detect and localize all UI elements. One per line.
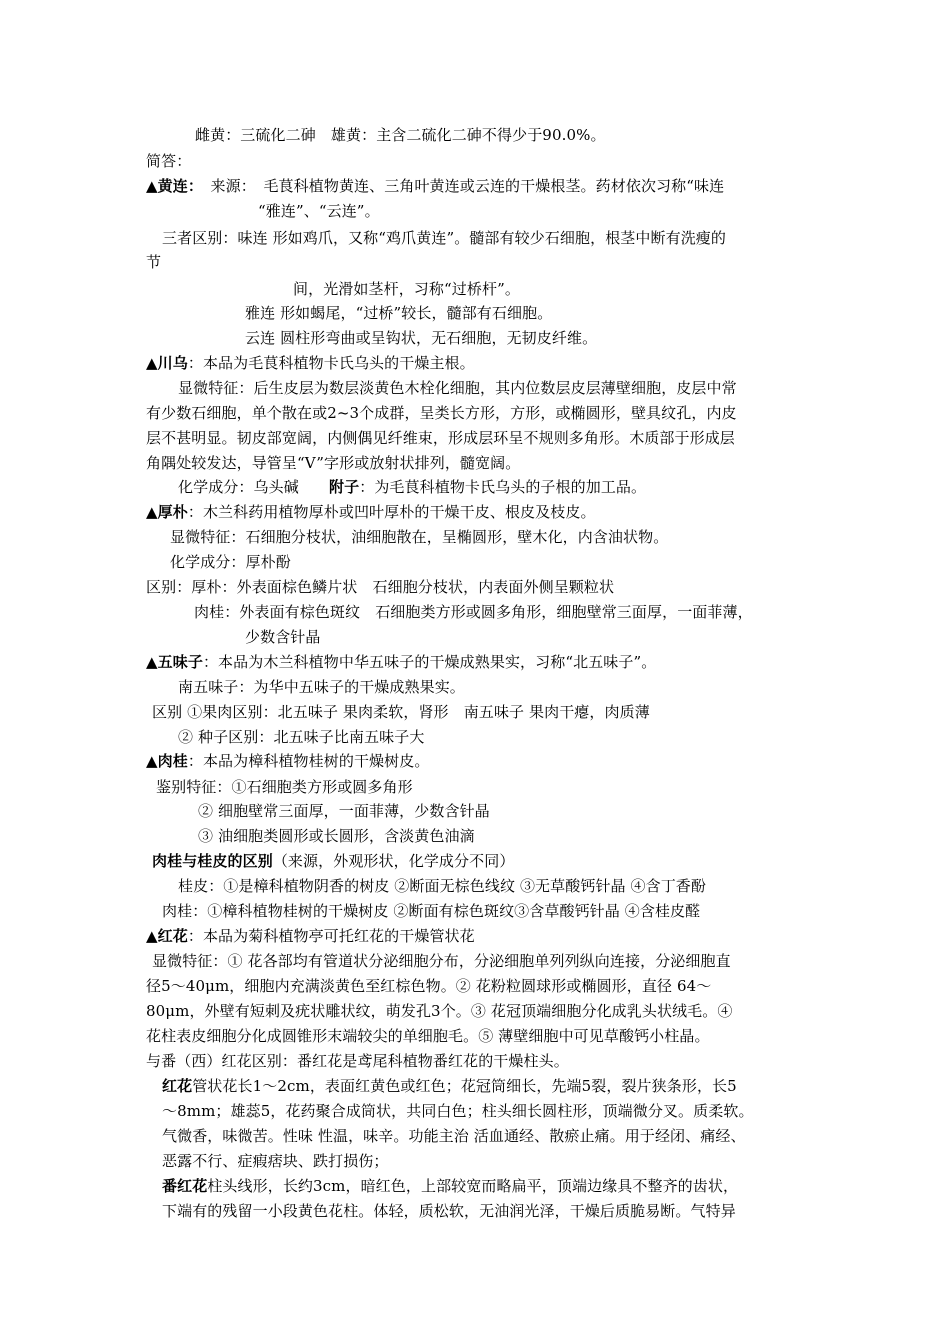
- text-line-42: 恶露不行、症瘕痞块、跌打损伤；: [162, 1152, 389, 1170]
- text-line-6: 节: [146, 253, 162, 271]
- text-line-32: 肉桂：①樟科植物桂树的干燥树皮 ②断面有棕色斑纹③含草酸钙针晶 ④含桂皮醛: [162, 902, 701, 920]
- text-line-2: 简答：: [146, 152, 192, 170]
- text-line-43: 番红花柱头线形，长约3cm，暗红色，上部较宽而略扁平，顶端边缘具不整齐的齿状，: [162, 1177, 739, 1195]
- text-line-17: 显微特征：石细胞分枝状，油细胞散在，呈椭圆形，壁木化，内含油状物。: [170, 528, 669, 546]
- text-line-39: 红花管状花长1～2cm，表面红黄色或红色；花冠筒细长，先端5裂，裂片狭条形，长5: [162, 1077, 737, 1095]
- text-line-31: 桂皮：①是樟科植物阴香的树皮 ②断面无棕色线纹 ③无草酸钙针晶 ④含丁香酚: [178, 877, 707, 895]
- text-line-33: ▲红花：本品为菊科植物亭可托红花的干燥管状花: [146, 927, 475, 945]
- text-line-19: 区别：厚朴：外表面棕色鳞片状 石细胞分枝状，内表面外侧呈颗粒状: [146, 578, 615, 596]
- text-line-20: 肉桂：外表面有棕色斑纹 石细胞类方形或圆多角形，细胞壁常三面厚，一面菲薄，: [194, 603, 753, 621]
- text-line-27: 鉴别特征：①石细胞类方形或圆多角形: [156, 778, 413, 796]
- text-line-37: 花柱表皮细胞分化成圆锥形末端较尖的单细胞毛。⑤ 薄壁细胞中可见草酸钙小柱晶。: [146, 1027, 710, 1045]
- text-line-24: 区别 ①果肉区别：北五味子 果肉柔软，肾形 南五味子 果肉干瘪，肉质薄: [152, 703, 650, 721]
- text-line-14: 角隅处较发达，导管呈“V”字形或放射状排列，髓宽阔。: [146, 454, 521, 472]
- text-line-18: 化学成分：厚朴酚: [170, 553, 291, 571]
- text-line-26: ▲肉桂：本品为樟科植物桂树的干燥树皮。: [146, 752, 430, 770]
- text-line-3: ▲黄连： 来源： 毛茛科植物黄连、三角叶黄连或云连的干燥根茎。药材依次习称“味连: [146, 177, 725, 195]
- text-line-40: ～8mm；雄蕊5，花药聚合成筒状，共同白色；柱头细长圆柱形，顶端微分叉。质柔软。: [162, 1102, 754, 1120]
- text-line-38: 与番（西）红花区别：番红花是鸢尾科植物番红花的干燥柱头。: [146, 1052, 569, 1070]
- text-line-30: 肉桂与桂皮的区别（来源，外观形状，化学成分不同）: [152, 852, 515, 870]
- text-line-10: ▲川乌：本品为毛茛科植物卡氏乌头的干燥主根。: [146, 354, 475, 372]
- text-line-13: 层不甚明显。韧皮部宽阔，内侧偶见纤维束，形成层环呈不规则多角形。木质部于形成层: [146, 429, 735, 447]
- text-line-7: 间，光滑如茎杆，习称“过桥杆”。: [293, 280, 520, 298]
- text-line-5: 三者区别：味连 形如鸡爪，又称“鸡爪黄连”。髓部有较少石细胞，根茎中断有洗瘦的: [162, 229, 727, 247]
- text-line-23: 南五味子：为华中五味子的干燥成熟果实。: [178, 678, 465, 696]
- text-line-34: 显微特征：① 花各部均有管道状分泌细胞分布，分泌细胞单列列纵向连接，分泌细胞直: [152, 952, 731, 970]
- text-line-15: 化学成分：乌头碱 附子：为毛茛科植物卡氏乌头的子根的加工品。: [178, 478, 647, 496]
- text-line-29: ③ 油细胞类圆形或长圆形，含淡黄色油滴: [198, 827, 475, 845]
- text-line-4: “雅连”、“云连”。: [258, 202, 380, 220]
- text-line-21: 少数含针晶: [245, 628, 321, 646]
- text-line-35: 径5～40μm，细胞内充满淡黄色至红棕色物。② 花粉粒圆球形或椭圆形，直径 64～: [146, 977, 712, 995]
- text-line-11: 显微特征：后生皮层为数层淡黄色木栓化细胞，其内位数层皮层薄壁细胞，皮层中常: [178, 379, 737, 397]
- text-line-1: 雌黄：三硫化二砷 雄黄：主含二硫化二砷不得少于90.0%。: [195, 126, 606, 144]
- text-line-41: 气微香，味微苦。性味 性温，味辛。功能主治 活血通经、散瘀止痛。用于经闭、痛经、: [162, 1127, 746, 1145]
- text-line-22: ▲五味子：本品为木兰科植物中华五味子的干燥成熟果实，习称“北五味子”。: [146, 653, 657, 671]
- text-line-28: ② 细胞壁常三面厚，一面菲薄，少数含针晶: [198, 802, 490, 820]
- text-line-44: 下端有的残留一小段黄色花柱。体轻，质松软，无油润光泽，干燥后质脆易断。气特异: [162, 1202, 736, 1220]
- text-line-16: ▲厚朴：木兰科药用植物厚朴或凹叶厚朴的干燥干皮、根皮及枝皮。: [146, 503, 596, 521]
- text-line-36: 80μm，外壁有短刺及疣状雕状纹，萌发孔3个。③ 花冠顶端细胞分化成乳头状绒毛。④: [146, 1002, 733, 1020]
- text-line-12: 有少数石细胞，单个散在或2~3个成群，呈类长方形，方形，或椭圆形，壁具纹孔，内皮: [146, 404, 737, 422]
- text-line-25: ② 种子区别：北五味子比南五味子大: [178, 728, 425, 746]
- text-line-9: 云连 圆柱形弯曲或呈钩状，无石细胞，无韧皮纤维。: [245, 329, 598, 347]
- text-line-8: 雅连 形如蝎尾，“过桥”较长，髓部有石细胞。: [245, 304, 553, 322]
